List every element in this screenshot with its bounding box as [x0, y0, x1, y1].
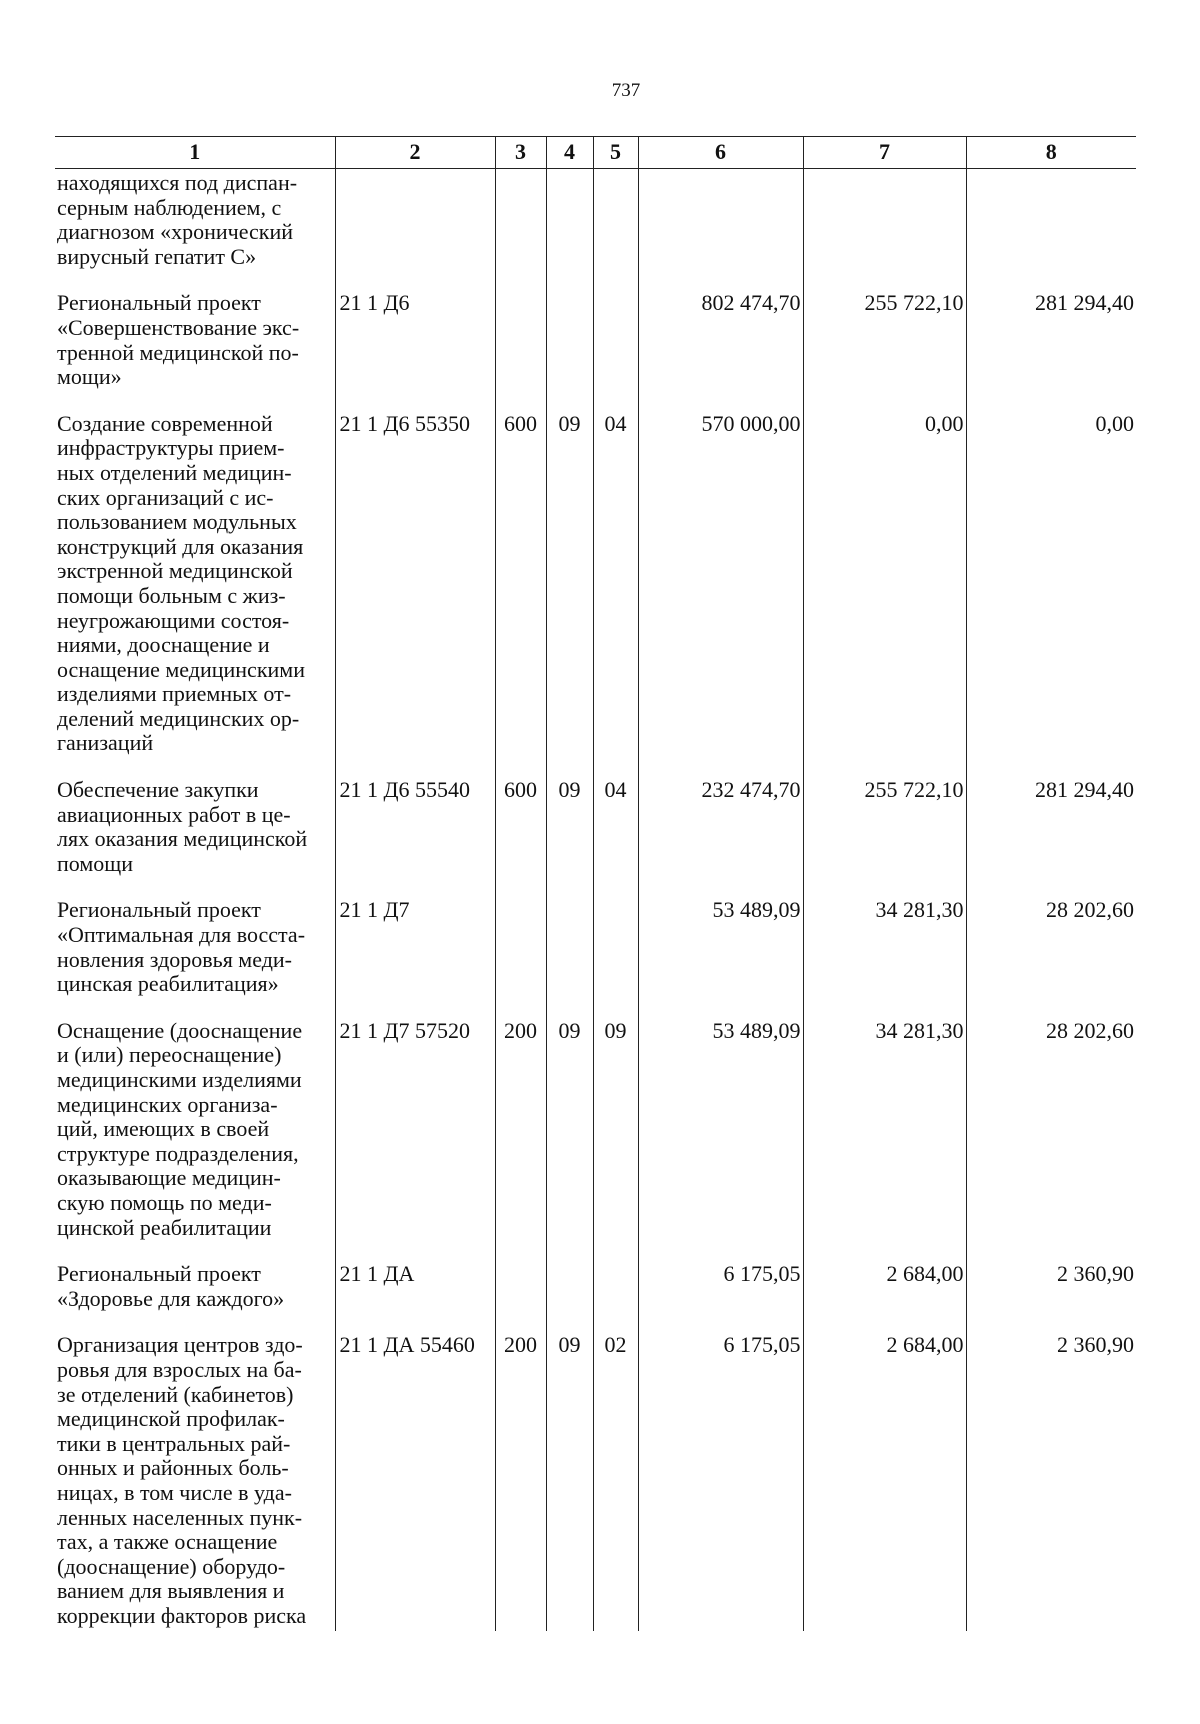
item-col4: 09 [546, 1017, 593, 1240]
item-value-8: 2 360,90 [966, 1260, 1136, 1311]
item-code [335, 169, 495, 270]
row-spacer [55, 1240, 1136, 1260]
table-row [55, 1260, 1136, 1311]
item-col3 [495, 896, 546, 996]
item-code: 21 1 Д6 55350 [335, 410, 495, 756]
item-col5 [593, 896, 638, 996]
item-value-7: 255 722,10 [803, 289, 966, 389]
item-col4 [546, 1260, 593, 1311]
item-value-8: 28 202,60 [966, 1017, 1136, 1240]
row-spacer [55, 269, 1136, 289]
item-value-6: 802 474,70 [638, 289, 803, 389]
item-name: находящихся под диспан- серным наблюдением, с диагнозом «хронический вирусный гепатит С» [57, 170, 298, 269]
row-spacer [55, 1311, 1136, 1331]
item-col5: 02 [593, 1331, 638, 1631]
item-value-8 [966, 169, 1136, 270]
column-header: 7 [803, 137, 966, 169]
item-value-6: 53 489,09 [638, 896, 803, 996]
column-header: 8 [966, 137, 1136, 169]
item-name: Оснащение (дооснащение и (или) переоснащение) медицинскими изделиями медицинских организа- ций, имеющих в своей структуре подразделения, оказывающие медицин- скую помощь по меди- цинской реабилитации [57, 1017, 303, 1240]
item-code: 21 1 Д6 55540 [335, 776, 495, 876]
item-value-7: 34 281,30 [803, 1017, 966, 1240]
item-value-7: 2 684,00 [803, 1260, 966, 1311]
item-col5 [593, 289, 638, 389]
item-value-6: 53 489,09 [638, 1017, 803, 1240]
row-spacer [55, 876, 1136, 896]
item-col3 [495, 289, 546, 389]
item-name: Региональный проект «Здоровье для каждого» [57, 1261, 285, 1311]
table-row [55, 1017, 1136, 1240]
item-col5 [593, 1260, 638, 1311]
item-col4 [546, 169, 593, 270]
item-col5 [593, 169, 638, 270]
item-col3: 200 [495, 1331, 546, 1631]
item-col4: 09 [546, 1331, 593, 1631]
table-row [55, 776, 1136, 876]
table-header-row [55, 137, 1136, 169]
item-col4 [546, 289, 593, 389]
column-header: 1 [55, 137, 335, 169]
item-name: Организация центров здо- ровья для взрослых на ба- зе отделений (кабинетов) медицинской профилак- тики в центральных рай- онных и районных боль- ницах, в том числе в уда- ленных населенных пунк- тах, а также оснащение (дооснащение) оборудо- ванием для выявления и коррекции факторов риска [57, 1332, 307, 1628]
table-row [55, 289, 1136, 389]
column-header: 6 [638, 137, 803, 169]
item-name: Региональный проект «Оптимальная для восста- новления здоровья меди- цинская реабилитация» [57, 897, 306, 997]
item-value-8: 0,00 [966, 410, 1136, 756]
item-value-6 [638, 169, 803, 270]
item-code: 21 1 Д7 [335, 896, 495, 996]
table-row [55, 896, 1136, 996]
item-col4: 09 [546, 776, 593, 876]
item-name: Создание современной инфраструктуры прием- ных отделений медицин- ских организаций с ис- пользованием модульных конструкций для оказания экстренной медицинской помощи больным с жиз- неугрожающими состоя- ниями, дооснащение и оснащение медицинскими изделиями приемных от- делений медицинских ор- ганизаций [57, 410, 305, 756]
column-header: 3 [495, 137, 546, 169]
item-value-7: 255 722,10 [803, 776, 966, 876]
item-code: 21 1 Д6 [335, 289, 495, 389]
item-value-7 [803, 169, 966, 270]
item-value-6: 6 175,05 [638, 1260, 803, 1311]
item-value-7: 0,00 [803, 410, 966, 756]
item-value-7: 2 684,00 [803, 1331, 966, 1631]
item-value-6: 570 000,00 [638, 410, 803, 756]
item-value-6: 232 474,70 [638, 776, 803, 876]
page-number: 737 [611, 80, 641, 101]
column-header: 2 [335, 137, 495, 169]
item-col5: 04 [593, 776, 638, 876]
item-name: Обеспечение закупки авиационных работ в це- лях оказания медицинской помощи [57, 777, 308, 876]
table-row [55, 410, 1136, 756]
item-col3 [495, 169, 546, 270]
item-col4: 09 [546, 410, 593, 756]
item-code: 21 1 ДА 55460 [335, 1331, 495, 1631]
column-header: 5 [593, 137, 638, 169]
item-col3: 600 [495, 776, 546, 876]
item-name: Региональный проект «Совершенствование экс- тренной медицинской по- мощи» [57, 290, 300, 390]
item-value-8: 2 360,90 [966, 1331, 1136, 1631]
table-row [55, 169, 1136, 270]
table-row [55, 1331, 1136, 1631]
budget-table-wrapper [55, 136, 1136, 1628]
budget-table [55, 136, 1136, 1631]
item-value-6: 6 175,05 [638, 1331, 803, 1631]
row-spacer [55, 390, 1136, 410]
item-value-7: 34 281,30 [803, 896, 966, 996]
item-code: 21 1 ДА [335, 1260, 495, 1311]
row-spacer [55, 997, 1136, 1017]
item-col5: 09 [593, 1017, 638, 1240]
item-col3: 600 [495, 410, 546, 756]
item-value-8: 28 202,60 [966, 896, 1136, 996]
item-value-8: 281 294,40 [966, 776, 1136, 876]
row-spacer [55, 756, 1136, 776]
item-value-8: 281 294,40 [966, 289, 1136, 389]
item-code: 21 1 Д7 57520 [335, 1017, 495, 1240]
item-col3: 200 [495, 1017, 546, 1240]
column-header: 4 [546, 137, 593, 169]
item-col3 [495, 1260, 546, 1311]
item-col4 [546, 896, 593, 996]
item-col5: 04 [593, 410, 638, 756]
